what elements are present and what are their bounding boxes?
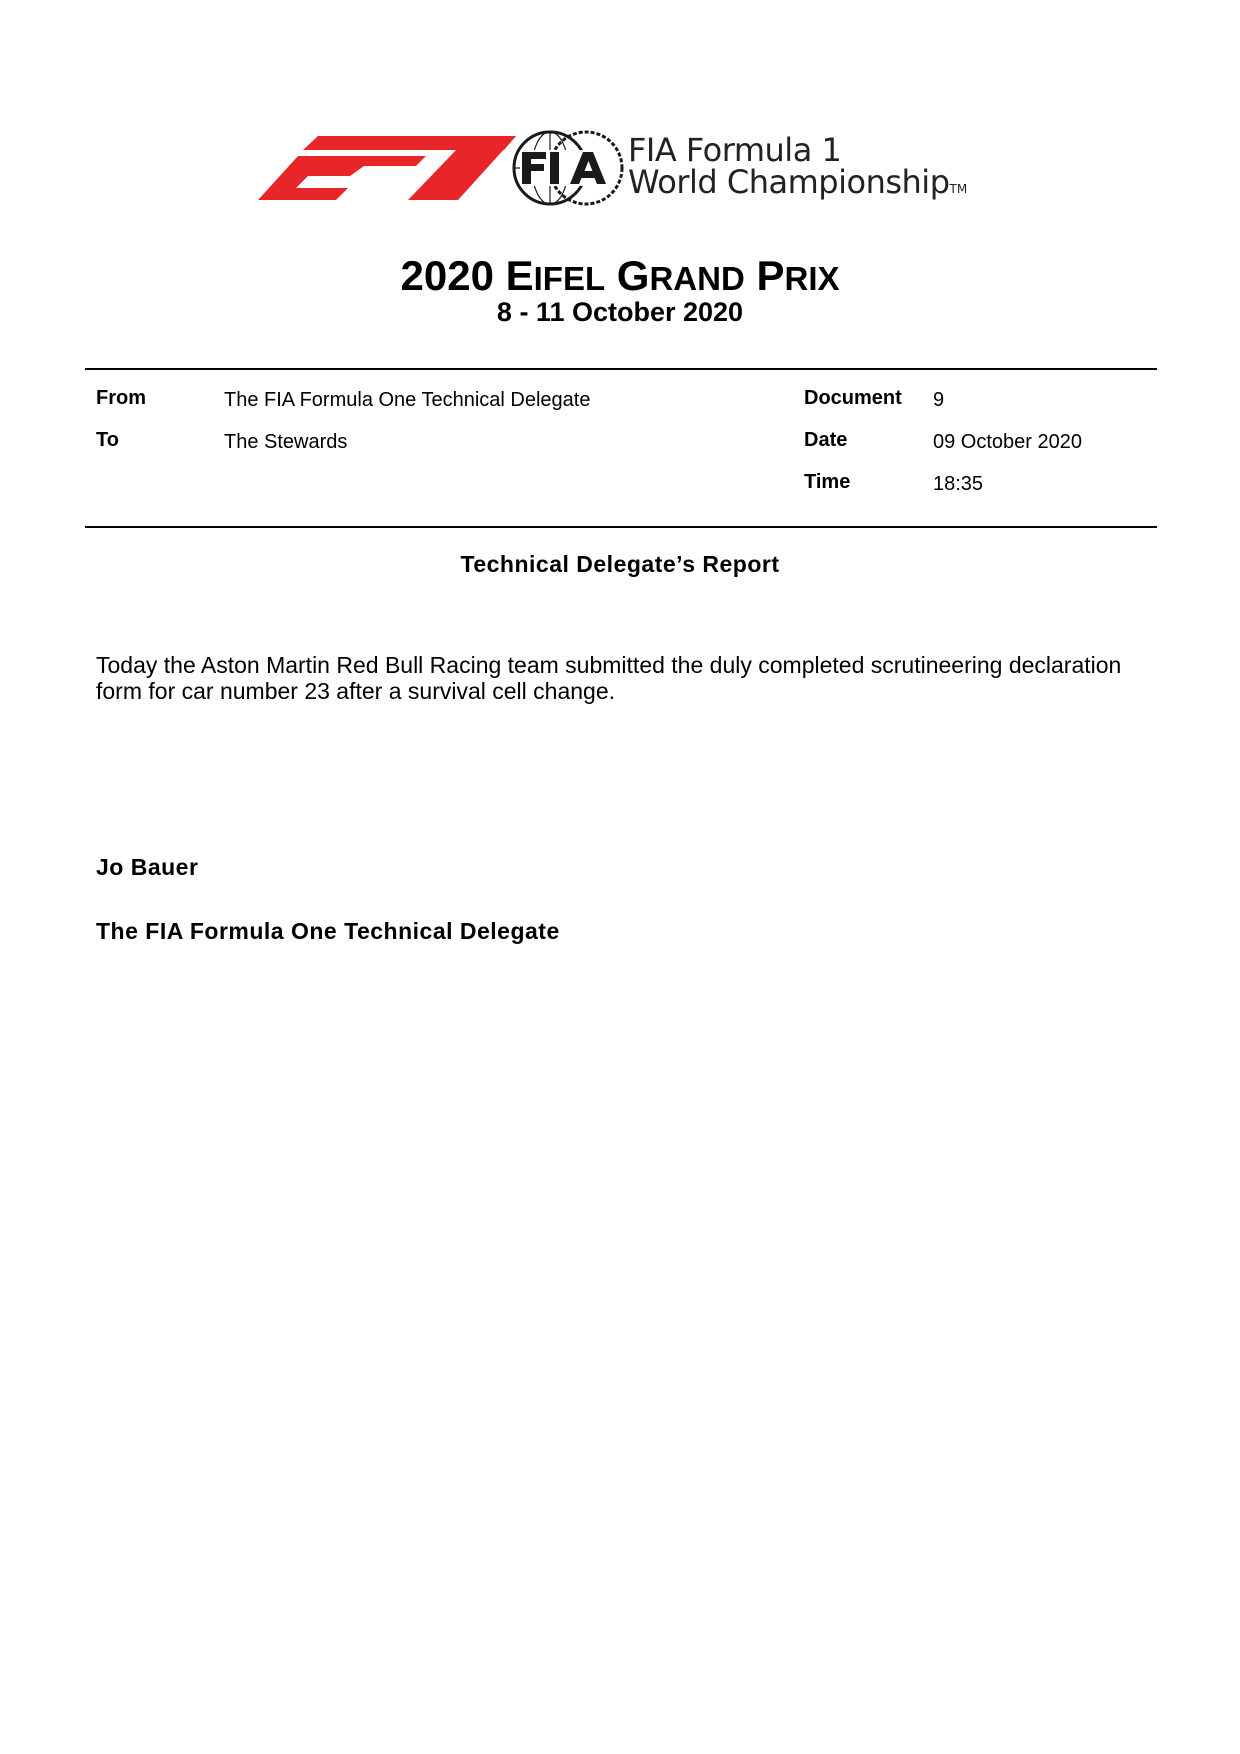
f1-logo-middle-bar <box>326 156 426 166</box>
f1-logo-icon <box>258 136 516 200</box>
event-title-year: 2020 <box>400 252 494 299</box>
event-title-word-2-initial: G <box>616 252 650 299</box>
to-value: The Stewards <box>224 431 348 453</box>
from-value: The FIA Formula One Technical Delegate <box>224 389 591 411</box>
event-title <box>0 253 1240 302</box>
event-title-word-3-initial: P <box>756 252 785 299</box>
document-value: 9 <box>933 389 945 411</box>
brand-text <box>628 131 968 205</box>
from-label: From <box>96 387 146 409</box>
brand-line-1: FIA Formula 1 <box>628 131 842 169</box>
trademark-mark: TM <box>949 182 968 196</box>
event-title-word-1 <box>506 252 606 299</box>
brand-line-2-text: World Championship <box>628 163 950 201</box>
event-title-word-1-rest: IFEL <box>533 260 606 297</box>
signatory-title: The FIA Formula One Technical Delegate <box>96 918 560 944</box>
event-dates: 8 - 11 October 2020 <box>496 297 744 327</box>
time-label: Time <box>804 471 851 493</box>
event-title-word-2-rest: RAND <box>649 260 745 297</box>
report-body: Today the Aston Martin Red Bull Racing team submitted the duly completed scrutineering declaration form for car number 23 after a survival cell change. <box>96 652 1122 704</box>
header-top-rule <box>85 368 1157 370</box>
brand-line-2 <box>628 163 968 205</box>
to-label: To <box>96 429 119 451</box>
event-title-word-3 <box>756 252 839 299</box>
signatory-name: Jo Bauer <box>96 854 199 880</box>
event-title-word-3-rest: RIX <box>784 260 840 297</box>
event-title-word-2 <box>617 252 745 299</box>
date-label: Date <box>804 429 848 451</box>
event-title-word-1-initial: E <box>505 252 534 299</box>
fia-f1-logo <box>258 128 1008 208</box>
report-title: Technical Delegate’s Report <box>460 551 780 577</box>
document-label: Document <box>804 387 902 409</box>
date-value: 09 October 2020 <box>933 431 1082 453</box>
fia-emblem-icon <box>512 128 624 208</box>
time-value: 18:35 <box>933 473 984 495</box>
header-bottom-rule <box>85 526 1157 528</box>
